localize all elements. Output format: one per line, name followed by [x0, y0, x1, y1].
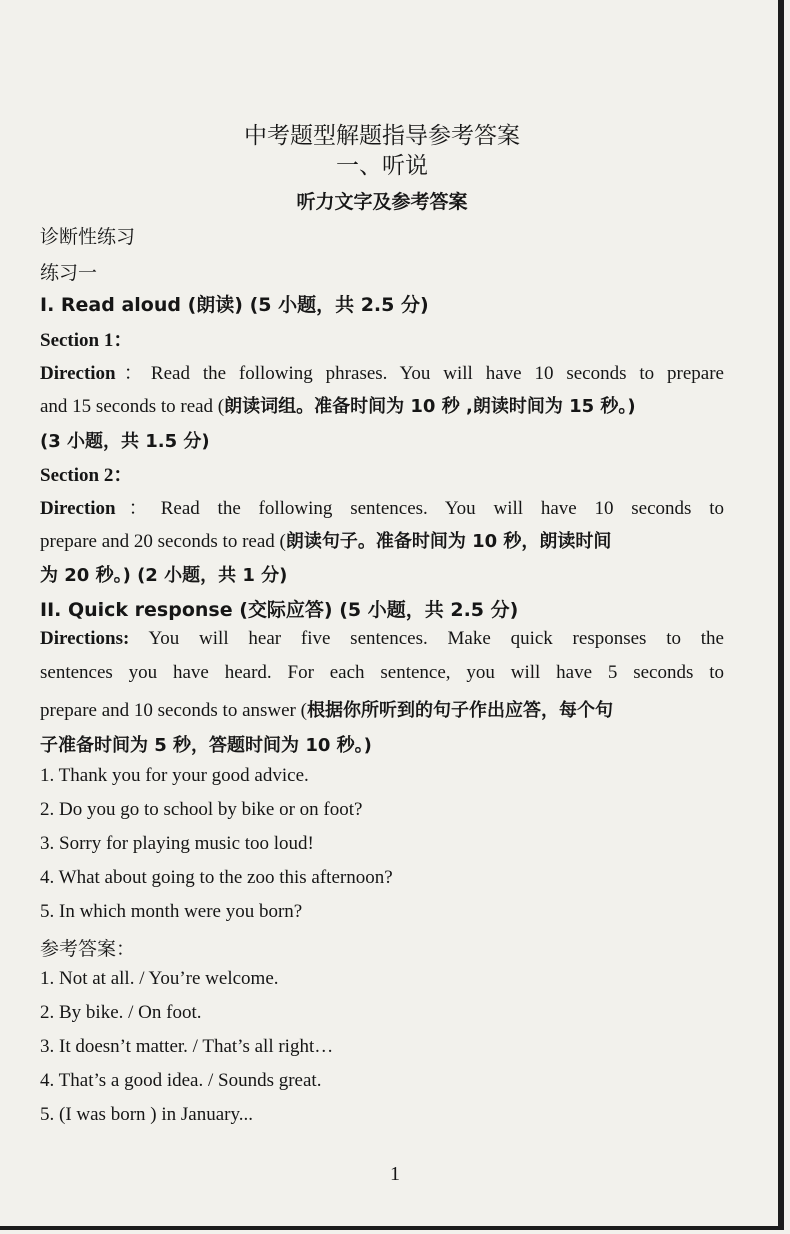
- question-item: 1. Thank you for your good advice.: [40, 765, 309, 786]
- answer-item: 1. Not at all. / You’re welcome.: [40, 968, 279, 989]
- direction-text-cn: 朗读词组。准备时间为 10 秒 ,朗读时间为 15 秒。): [224, 396, 636, 417]
- subtitle: 听力文字及参考答案: [296, 191, 468, 213]
- answer-item: 2. By bike. / On foot.: [40, 1002, 202, 1023]
- question-item: 4. What about going to the zoo this afternoon?: [40, 867, 393, 888]
- direction-text: ：Read the following sentences. You will have 10 seconds to: [115, 498, 724, 519]
- direction-label: Direction: [40, 498, 116, 519]
- exercise-title: 练习一: [40, 262, 98, 284]
- answer-item: 4. That’s a good idea. / Sounds great.: [40, 1070, 322, 1091]
- direction-label: Directions:: [40, 628, 130, 649]
- part2-direction-line1: [40, 628, 724, 650]
- part2-heading: II. Quick response (交际应答) (5 小题，共 2.5 分): [40, 599, 519, 621]
- section2-direction-line2: [40, 527, 611, 553]
- question-item: 2. Do you go to school by bike or on foot?: [40, 799, 363, 820]
- section1-direction-line2: [40, 392, 636, 418]
- question-item: 3. Sorry for playing music too loud!: [40, 833, 314, 854]
- answer-item: 5. (I was born ) in January...: [40, 1104, 253, 1125]
- page-number: 1: [390, 1163, 400, 1185]
- answers-label: 参考答案：: [40, 938, 136, 960]
- part2-direction-line2: sentences you have heard. For each sentence, you will have 5 seconds to: [40, 662, 724, 683]
- direction-text-cn: 朗读句子。准备时间为 10 秒，朗读时间: [285, 531, 612, 552]
- document-title: 中考题型解题指导参考答案: [244, 123, 520, 149]
- direction-text: and 15 seconds to read (: [40, 396, 225, 417]
- question-item: 5. In which month were you born?: [40, 901, 303, 922]
- section2-direction-line3: 为 20 秒。) (2 小题，共 1 分): [40, 565, 288, 586]
- part2-direction-line4: 子准备时间为 5 秒，答题时间为 10 秒。): [40, 735, 372, 756]
- section1-score: (3 小题，共 1.5 分): [40, 431, 210, 452]
- direction-text: You will hear five sentences. Make quick responses to the: [129, 628, 724, 649]
- practice-category: 诊断性练习: [40, 226, 136, 248]
- direction-text: prepare and 10 seconds to answer (: [40, 700, 307, 721]
- answer-item: 3. It doesn’t matter. / That’s all right…: [40, 1036, 334, 1057]
- section2-direction-line1: [40, 493, 724, 520]
- direction-text-cn: 根据你所听到的句子作出应答，每个句: [306, 700, 613, 721]
- part1-heading: I. Read aloud (朗读) (5 小题，共 2.5 分): [40, 294, 429, 316]
- section-title: 一、听说: [336, 153, 428, 179]
- direction-label: Direction: [40, 363, 116, 384]
- direction-text: prepare and 20 seconds to read (: [40, 531, 286, 552]
- direction-text: ：Read the following phrases. You will have 10 seconds to prepare: [115, 363, 724, 384]
- part2-direction-line3: [40, 696, 613, 722]
- section2-label: Section 2：: [40, 465, 133, 486]
- section1-direction-line1: [40, 358, 724, 385]
- section1-label: Section 1：: [40, 330, 133, 351]
